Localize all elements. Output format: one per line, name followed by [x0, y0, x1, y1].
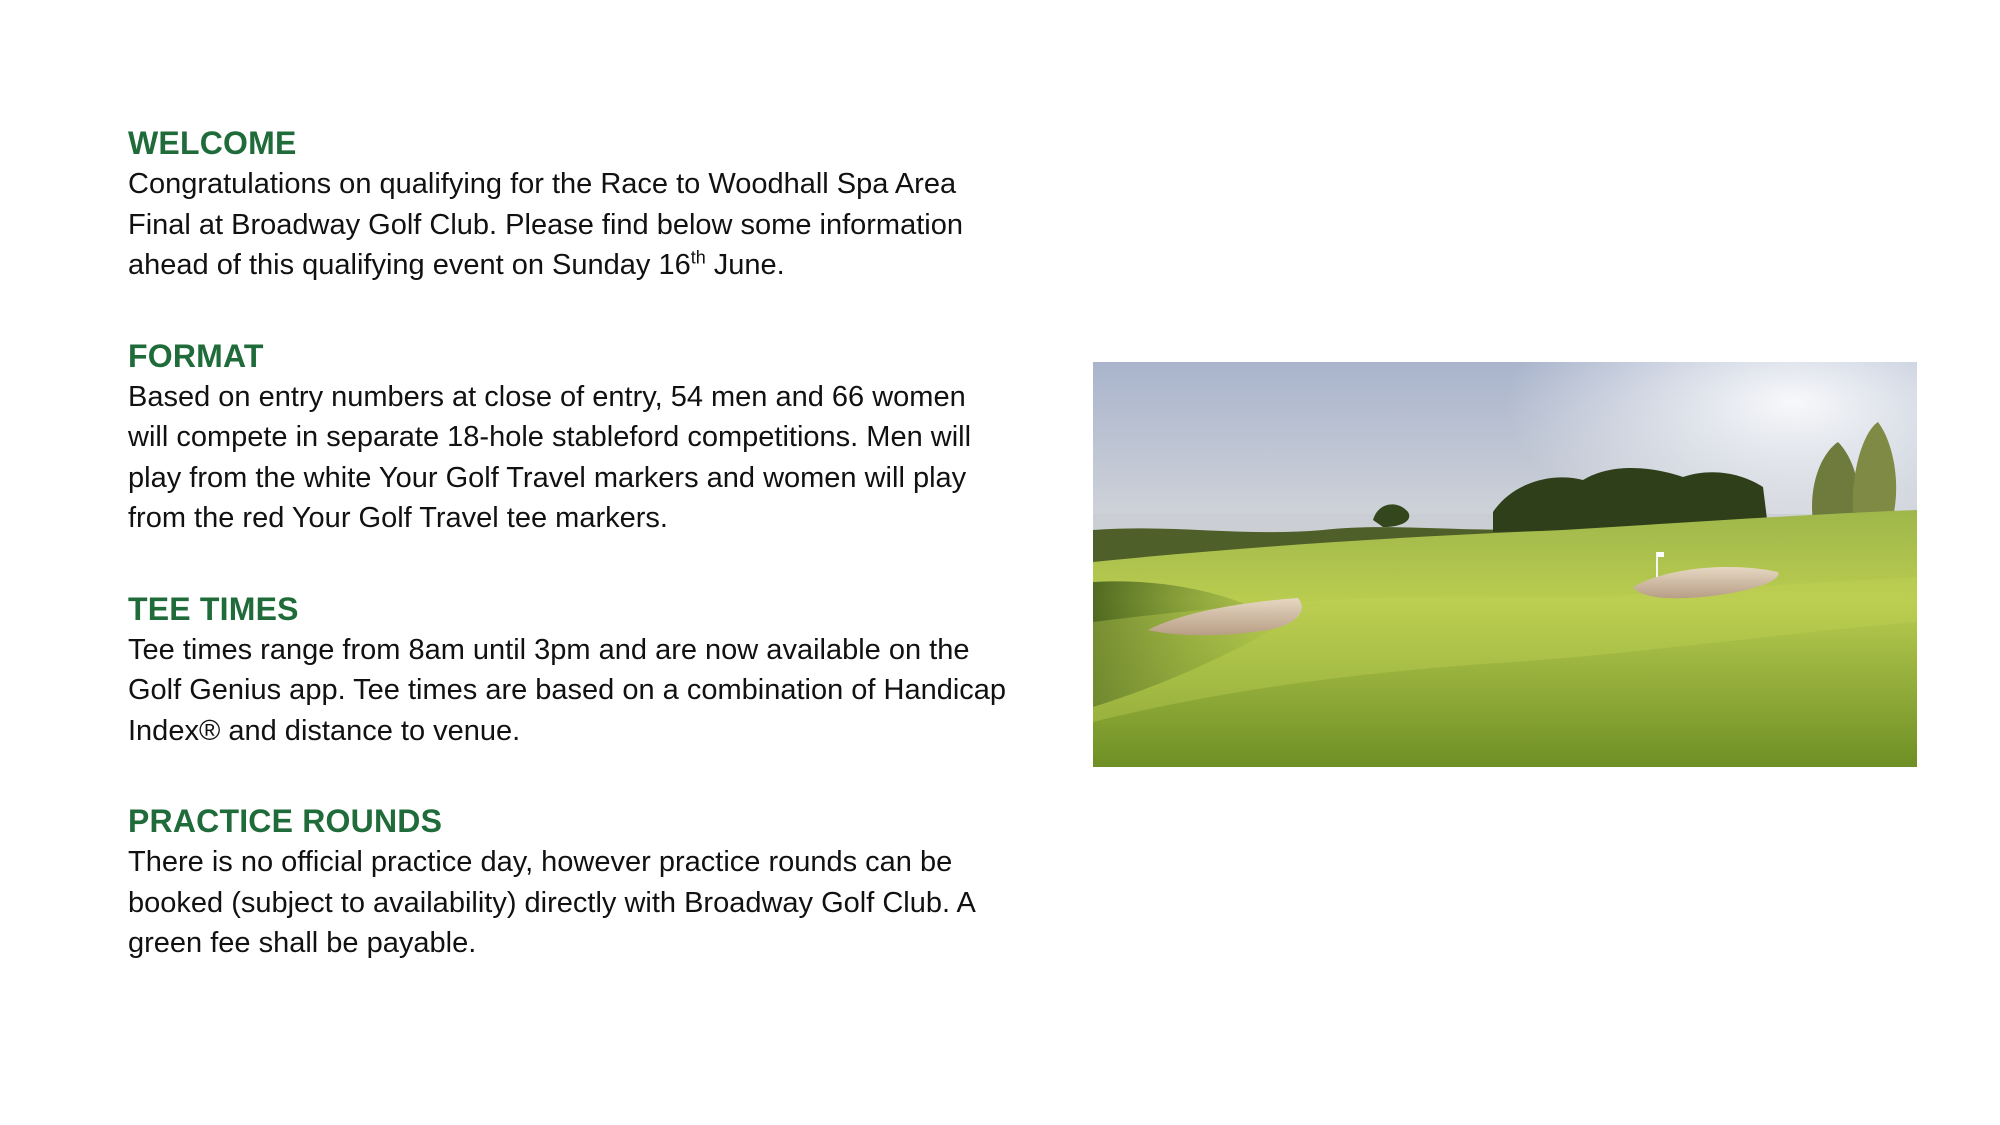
section-heading-practice-rounds: PRACTICE ROUNDS: [128, 803, 443, 839]
welcome-text-end: June.: [705, 249, 785, 281]
section-body-format: Based on entry numbers at close of entry, 54 men and 66 women will compete in separate 18-hole stableford competitions. Men will play from the white Your Golf Travel markers and women will play from the red Your Golf Travel tee markers.: [128, 380, 972, 534]
section-body-welcome: [128, 164, 1008, 286]
section-body-tee-times: Tee times range from 8am until 3pm and are now available on the Golf Genius app. Tee times are based on a combination of Handicap Index® and distance to venue.: [128, 633, 1007, 747]
section-heading-tee-times: TEE TIMES: [128, 590, 299, 627]
section-practice-rounds: [128, 800, 1008, 964]
section-tee-times: [128, 588, 1008, 752]
section-welcome: [128, 122, 1008, 286]
section-heading-welcome: WELCOME: [128, 125, 297, 161]
section-format: [128, 335, 1008, 539]
text-column: [128, 122, 1008, 1013]
welcome-text: Congratulations on qualifying for the Race to Woodhall Spa Area Final at Broadway Golf Club. Please find below some information ahead of this qualifying event on Sunday 16: [128, 168, 963, 281]
section-body-practice-rounds: There is no official practice day, however practice rounds can be booked (subject to availability) directly with Broadway Golf Club. A green fee shall be payable.: [128, 846, 975, 959]
ordinal-suffix: th: [690, 247, 706, 268]
golf-course-photo: [1093, 362, 1917, 767]
section-heading-format: FORMAT: [128, 337, 264, 374]
